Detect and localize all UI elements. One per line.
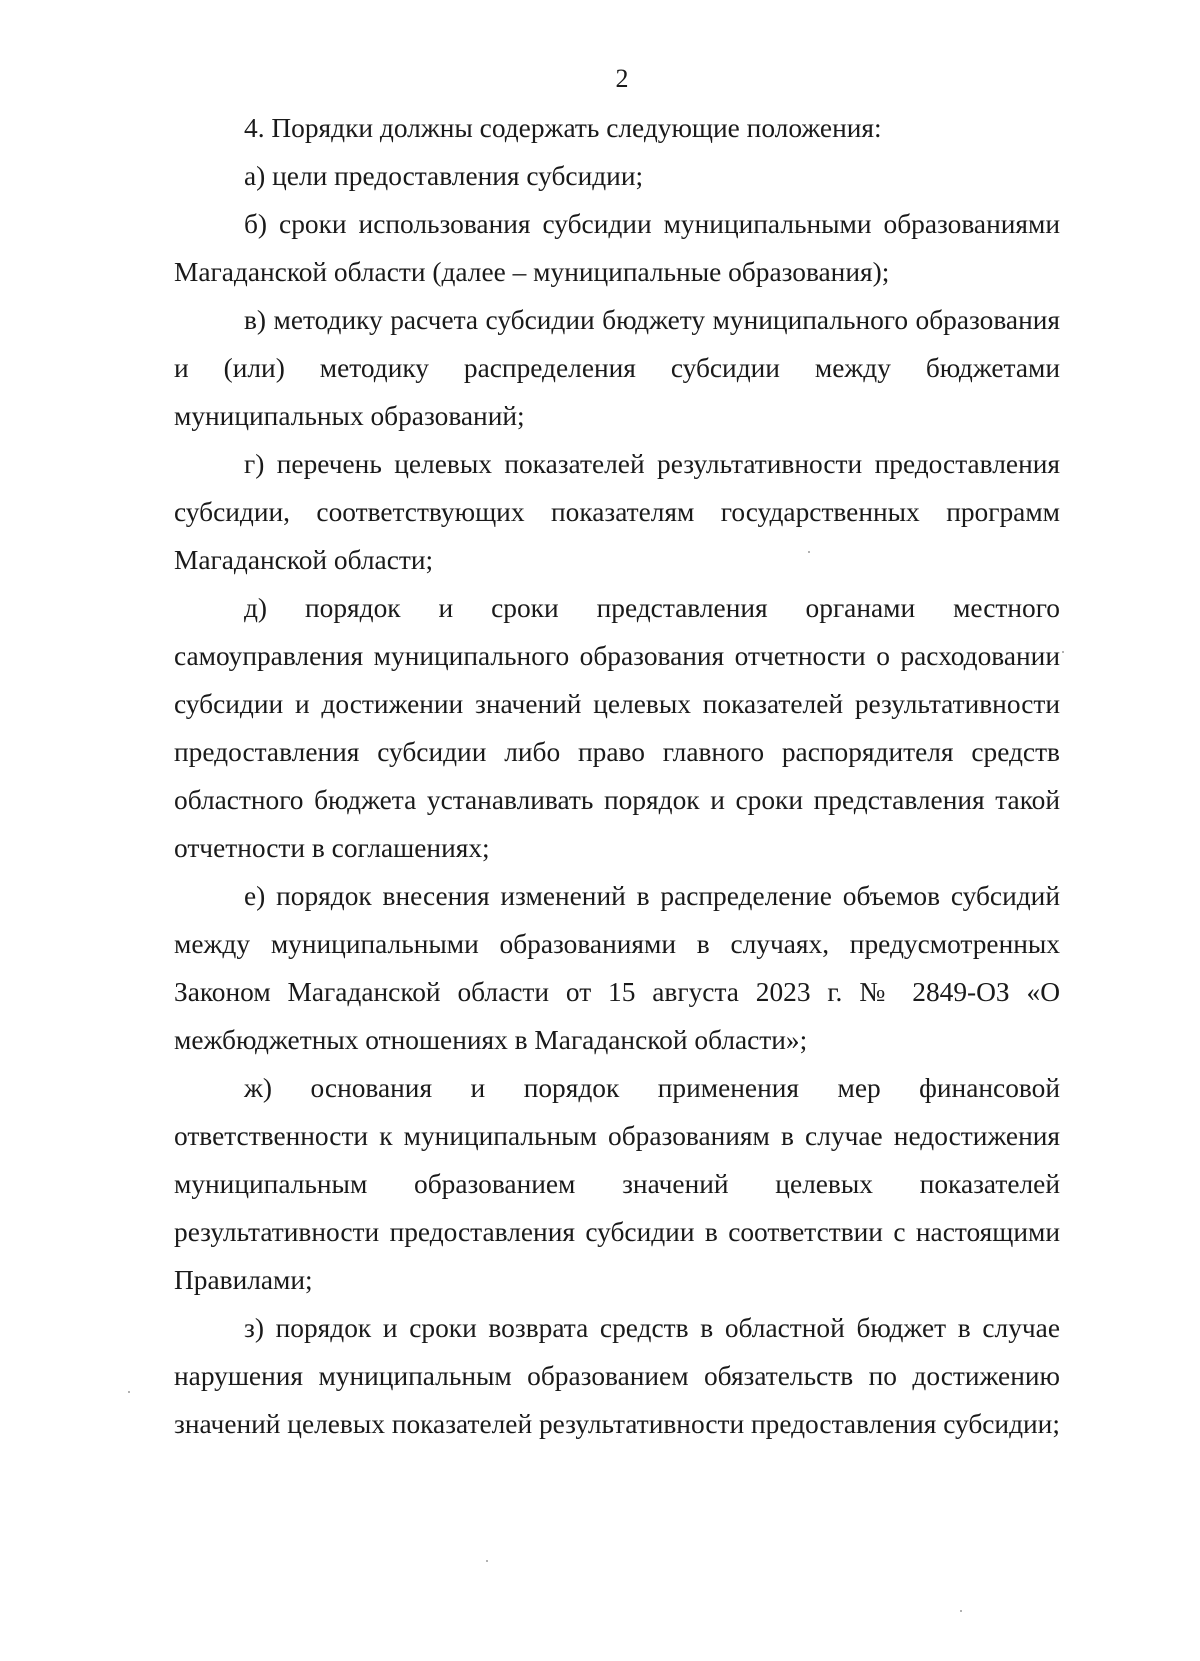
paragraph-intro: 4. Порядки должны содержать следующие положения:	[244, 113, 882, 143]
paragraph-item-b: б) сроки использования субсидии муниципальными образованиями Магаданской области (далее – муниципальные образования);	[174, 209, 1060, 287]
scan-speck	[1062, 651, 1064, 653]
document-body	[174, 104, 1060, 1448]
paragraph-item-e: е) порядок внесения изменений в распределение объемов субсидий между муниципальными образованиями в случаях, предусмотренных Законом Магаданской области от 15 августа 2023 г. № 2849-ОЗ «О межбюджетных отношениях в Магаданской области»;	[174, 881, 1060, 1055]
paragraph-item-a: а) цели предоставления субсидии;	[244, 161, 644, 191]
paragraph-item-d: д) порядок и сроки представления органами местного самоуправления муниципального образования отчетности о расходовании субсидии и достижении значений целевых показателей результативности предоставления субсидии либо право главного распорядителя средств областного бюджета устанавливать порядок и сроки представления такой отчетности в соглашениях;	[174, 593, 1060, 863]
scan-speck	[960, 1610, 962, 1612]
scan-speck	[128, 1391, 130, 1393]
paragraph-item-g: г) перечень целевых показателей результативности предоставления субсидии, соответствующих показателям государственных программ Магаданской области;	[174, 449, 1060, 575]
paragraph-item-v: в) методику расчета субсидии бюджету муниципального образования и (или) методику распределения субсидии между бюджетами муниципальных образований;	[174, 305, 1060, 431]
page-number: 2	[615, 64, 629, 93]
paragraph-item-z: з) порядок и сроки возврата средств в областной бюджет в случае нарушения муниципальным образованием обязательств по достижению значений целевых показателей результативности предоставления субсидии;	[174, 1313, 1060, 1439]
scan-speck	[808, 551, 810, 553]
scan-speck	[486, 1560, 488, 1562]
paragraph-item-zh: ж) основания и порядок применения мер финансовой ответственности к муниципальным образованиям в случае недостижения муниципальным образованием значений целевых показателей результативности предоставления субсидии в соответствии с настоящими Правилами;	[174, 1073, 1060, 1295]
